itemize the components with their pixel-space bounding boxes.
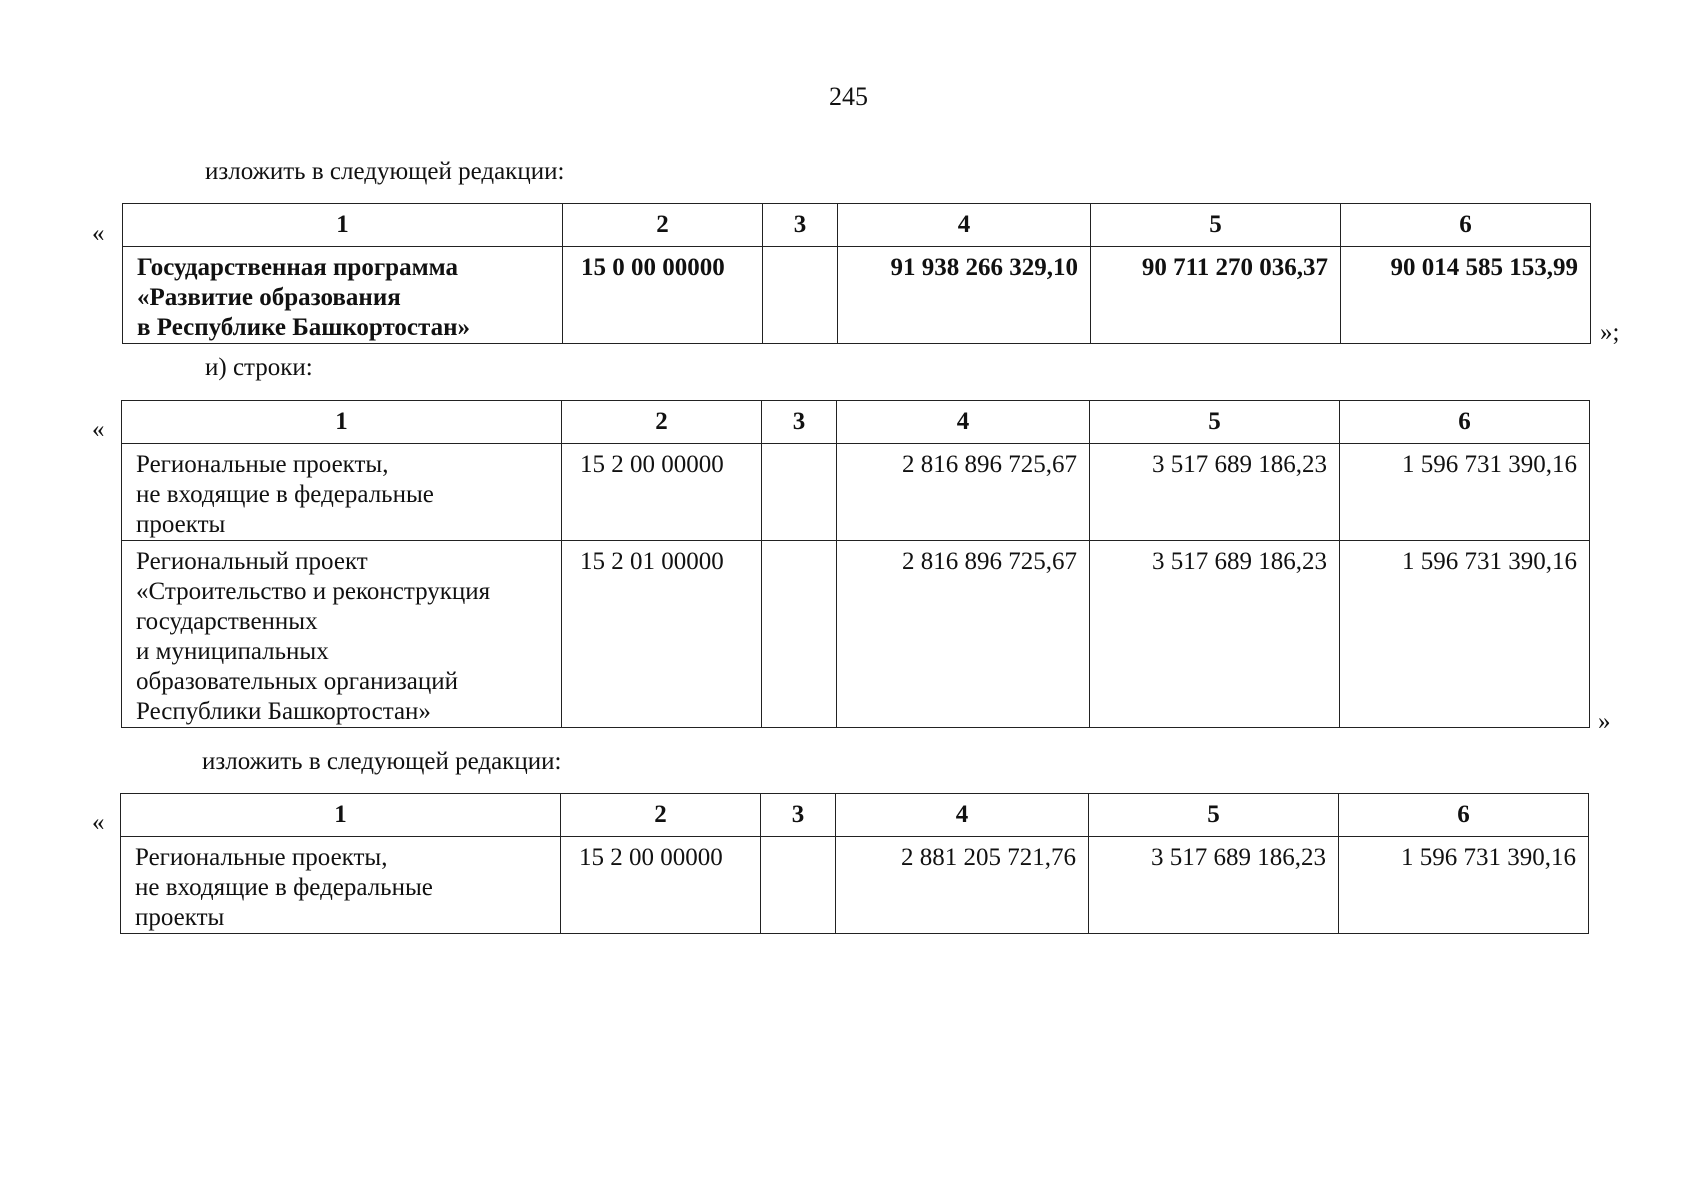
- row-name-line: в Республике Башкортостан»: [137, 314, 471, 341]
- row-col5-value: 90 711 270 036,37: [1091, 247, 1341, 344]
- row-name-line: проекты: [135, 904, 225, 931]
- row-col6-value: 90 014 585 153,99: [1341, 247, 1591, 344]
- table-row: [121, 837, 1589, 934]
- row-name-cell: [122, 541, 562, 728]
- header-col-1: 1: [123, 204, 563, 247]
- row-name-line: Государственная программа: [137, 254, 458, 281]
- row-col3-cell: [763, 247, 838, 344]
- table-row: [122, 444, 1590, 541]
- row-name-line: Региональные проекты,: [136, 451, 389, 478]
- row-col4-value: 2 816 896 725,67: [837, 444, 1090, 541]
- table-3: [120, 793, 1589, 934]
- header-col-5: 5: [1090, 401, 1340, 444]
- open-quote-2: «: [92, 416, 105, 443]
- row-name-line: Республики Башкортостан»: [136, 698, 431, 725]
- header-col-6: 6: [1341, 204, 1591, 247]
- row-name-line: не входящие в федеральные: [135, 874, 433, 901]
- row-code-cell: 15 0 00 00000: [563, 247, 763, 344]
- row-code-cell: 15 2 00 00000: [561, 837, 761, 934]
- header-col-6: 6: [1339, 794, 1589, 837]
- table-row: [123, 247, 1591, 344]
- row-col3-cell: [762, 541, 837, 728]
- row-name-cell: [122, 444, 562, 541]
- header-col-5: 5: [1089, 794, 1339, 837]
- table-row: [122, 541, 1590, 728]
- page-number: 245: [829, 82, 868, 111]
- header-col-3: 3: [763, 204, 838, 247]
- row-code-cell: 15 2 01 00000: [562, 541, 762, 728]
- row-name-line: «Развитие образования: [137, 284, 401, 311]
- header-col-4: 4: [838, 204, 1091, 247]
- close-quote-1: »;: [1600, 319, 1620, 346]
- header-col-4: 4: [837, 401, 1090, 444]
- header-col-1: 1: [121, 794, 561, 837]
- row-col5-value: 3 517 689 186,23: [1090, 444, 1340, 541]
- open-quote-3: «: [92, 809, 105, 836]
- table-header-row: [121, 794, 1589, 837]
- open-quote-1: «: [92, 220, 105, 247]
- header-col-2: 2: [562, 401, 762, 444]
- row-name-line: образовательных организаций: [136, 668, 459, 695]
- row-name-line: государственных: [136, 608, 318, 635]
- row-name-line: не входящие в федеральные: [136, 481, 434, 508]
- paragraph-rows-intro: и) строки:: [205, 354, 313, 381]
- row-name-line: Региональные проекты,: [135, 844, 388, 871]
- table-1: [122, 203, 1591, 344]
- row-col5-value: 3 517 689 186,23: [1090, 541, 1340, 728]
- table-2: [121, 400, 1590, 728]
- row-col4-value: 2 816 896 725,67: [837, 541, 1090, 728]
- row-name-cell: [123, 247, 563, 344]
- row-name-cell: [121, 837, 561, 934]
- row-col3-cell: [761, 837, 836, 934]
- row-col6-value: 1 596 731 390,16: [1340, 444, 1590, 541]
- header-col-2: 2: [563, 204, 763, 247]
- header-col-2: 2: [561, 794, 761, 837]
- header-col-4: 4: [836, 794, 1089, 837]
- header-col-3: 3: [761, 794, 836, 837]
- row-col3-cell: [762, 444, 837, 541]
- row-name-line: и муниципальных: [136, 638, 329, 665]
- row-col6-value: 1 596 731 390,16: [1340, 541, 1590, 728]
- paragraph-edit-instruction-2: изложить в следующей редакции:: [202, 748, 562, 775]
- row-col4-value: 2 881 205 721,76: [836, 837, 1089, 934]
- table-header-row: [122, 401, 1590, 444]
- row-code-cell: 15 2 00 00000: [562, 444, 762, 541]
- row-name-line: проекты: [136, 511, 226, 538]
- row-col6-value: 1 596 731 390,16: [1339, 837, 1589, 934]
- table-header-row: [123, 204, 1591, 247]
- row-name-line: Региональный проект: [136, 548, 368, 575]
- header-col-1: 1: [122, 401, 562, 444]
- row-col4-value: 91 938 266 329,10: [838, 247, 1091, 344]
- header-col-5: 5: [1091, 204, 1341, 247]
- row-name-line: «Строительство и реконструкция: [136, 578, 491, 605]
- header-col-3: 3: [762, 401, 837, 444]
- paragraph-edit-instruction-1: изложить в следующей редакции:: [205, 158, 565, 185]
- row-col5-value: 3 517 689 186,23: [1089, 837, 1339, 934]
- close-quote-2: »: [1598, 708, 1611, 735]
- header-col-6: 6: [1340, 401, 1590, 444]
